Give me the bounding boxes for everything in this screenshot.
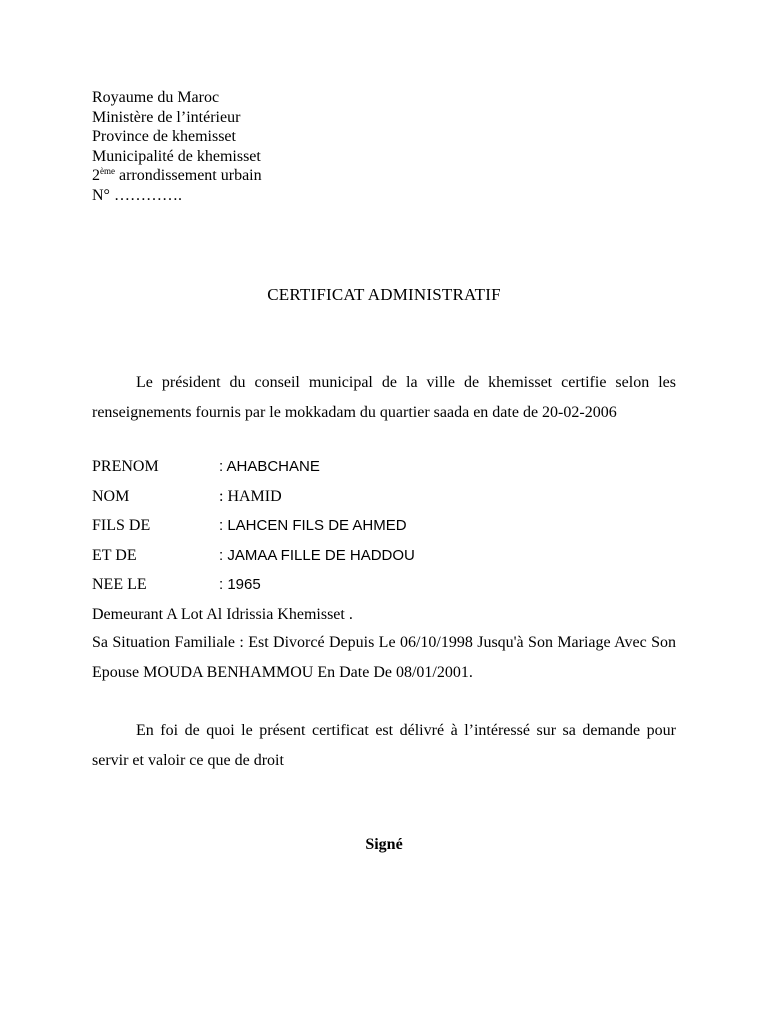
district-ordinal-suffix: ème xyxy=(100,166,115,176)
field-label: FILS DE xyxy=(92,517,151,535)
field-row-et-de xyxy=(92,541,676,571)
intro-paragraph: Le président du conseil municipal de la ville de khemisset certifie selon les renseignements fournis par le mokkadam du quartier saada en date de 20-02-2006 xyxy=(92,374,676,421)
header-province: Province de khemisset xyxy=(92,128,236,145)
field-value: : HAMID xyxy=(219,487,282,505)
document-title: CERTIFICAT ADMINISTRATIF xyxy=(267,285,501,304)
field-label: ET DE xyxy=(92,546,137,564)
header-kingdom: Royaume du Maroc xyxy=(92,89,220,106)
field-value: : JAMAA FILLE DE HADDOU xyxy=(219,546,415,564)
field-row-nom xyxy=(92,482,676,512)
header-district xyxy=(92,166,262,186)
header-municipality: Municipalité de khemisset xyxy=(92,147,261,165)
field-label: NOM xyxy=(92,487,130,505)
signature-label: Signé xyxy=(365,836,403,853)
field-row-fils-de xyxy=(92,511,676,541)
residence-line: Demeurant A Lot Al Idrissia Khemisset . xyxy=(92,606,353,623)
header-ministry: Ministère de l’intérieur xyxy=(92,108,241,126)
identity-fields xyxy=(92,452,676,600)
field-value: : 1965 xyxy=(219,576,261,594)
field-row-nee-le xyxy=(92,570,676,600)
district-text: arrondissement urbain xyxy=(115,167,262,184)
field-value: : AHABCHANE xyxy=(219,458,320,475)
field-value: : LAHCEN FILS DE AHMED xyxy=(219,517,407,535)
field-row-prenom xyxy=(92,452,676,482)
issuing-authority-header xyxy=(92,88,262,205)
header-reference-number: N° …………. xyxy=(92,186,182,204)
field-label: PRENOM xyxy=(92,458,159,475)
closing-paragraph: En foi de quoi le présent certificat est délivré à l’intéressé sur sa demande pour servir et valoir ce que de droit xyxy=(92,722,676,769)
family-situation-paragraph: Sa Situation Familiale : Est Divorcé Depuis Le 06/10/1998 Jusqu'à Son Mariage Avec Son Epouse MOUDA BENHAMMOU En Date De 08/01/2001. xyxy=(92,634,676,681)
field-label: NEE LE xyxy=(92,576,147,594)
district-number: 2 xyxy=(92,167,100,184)
